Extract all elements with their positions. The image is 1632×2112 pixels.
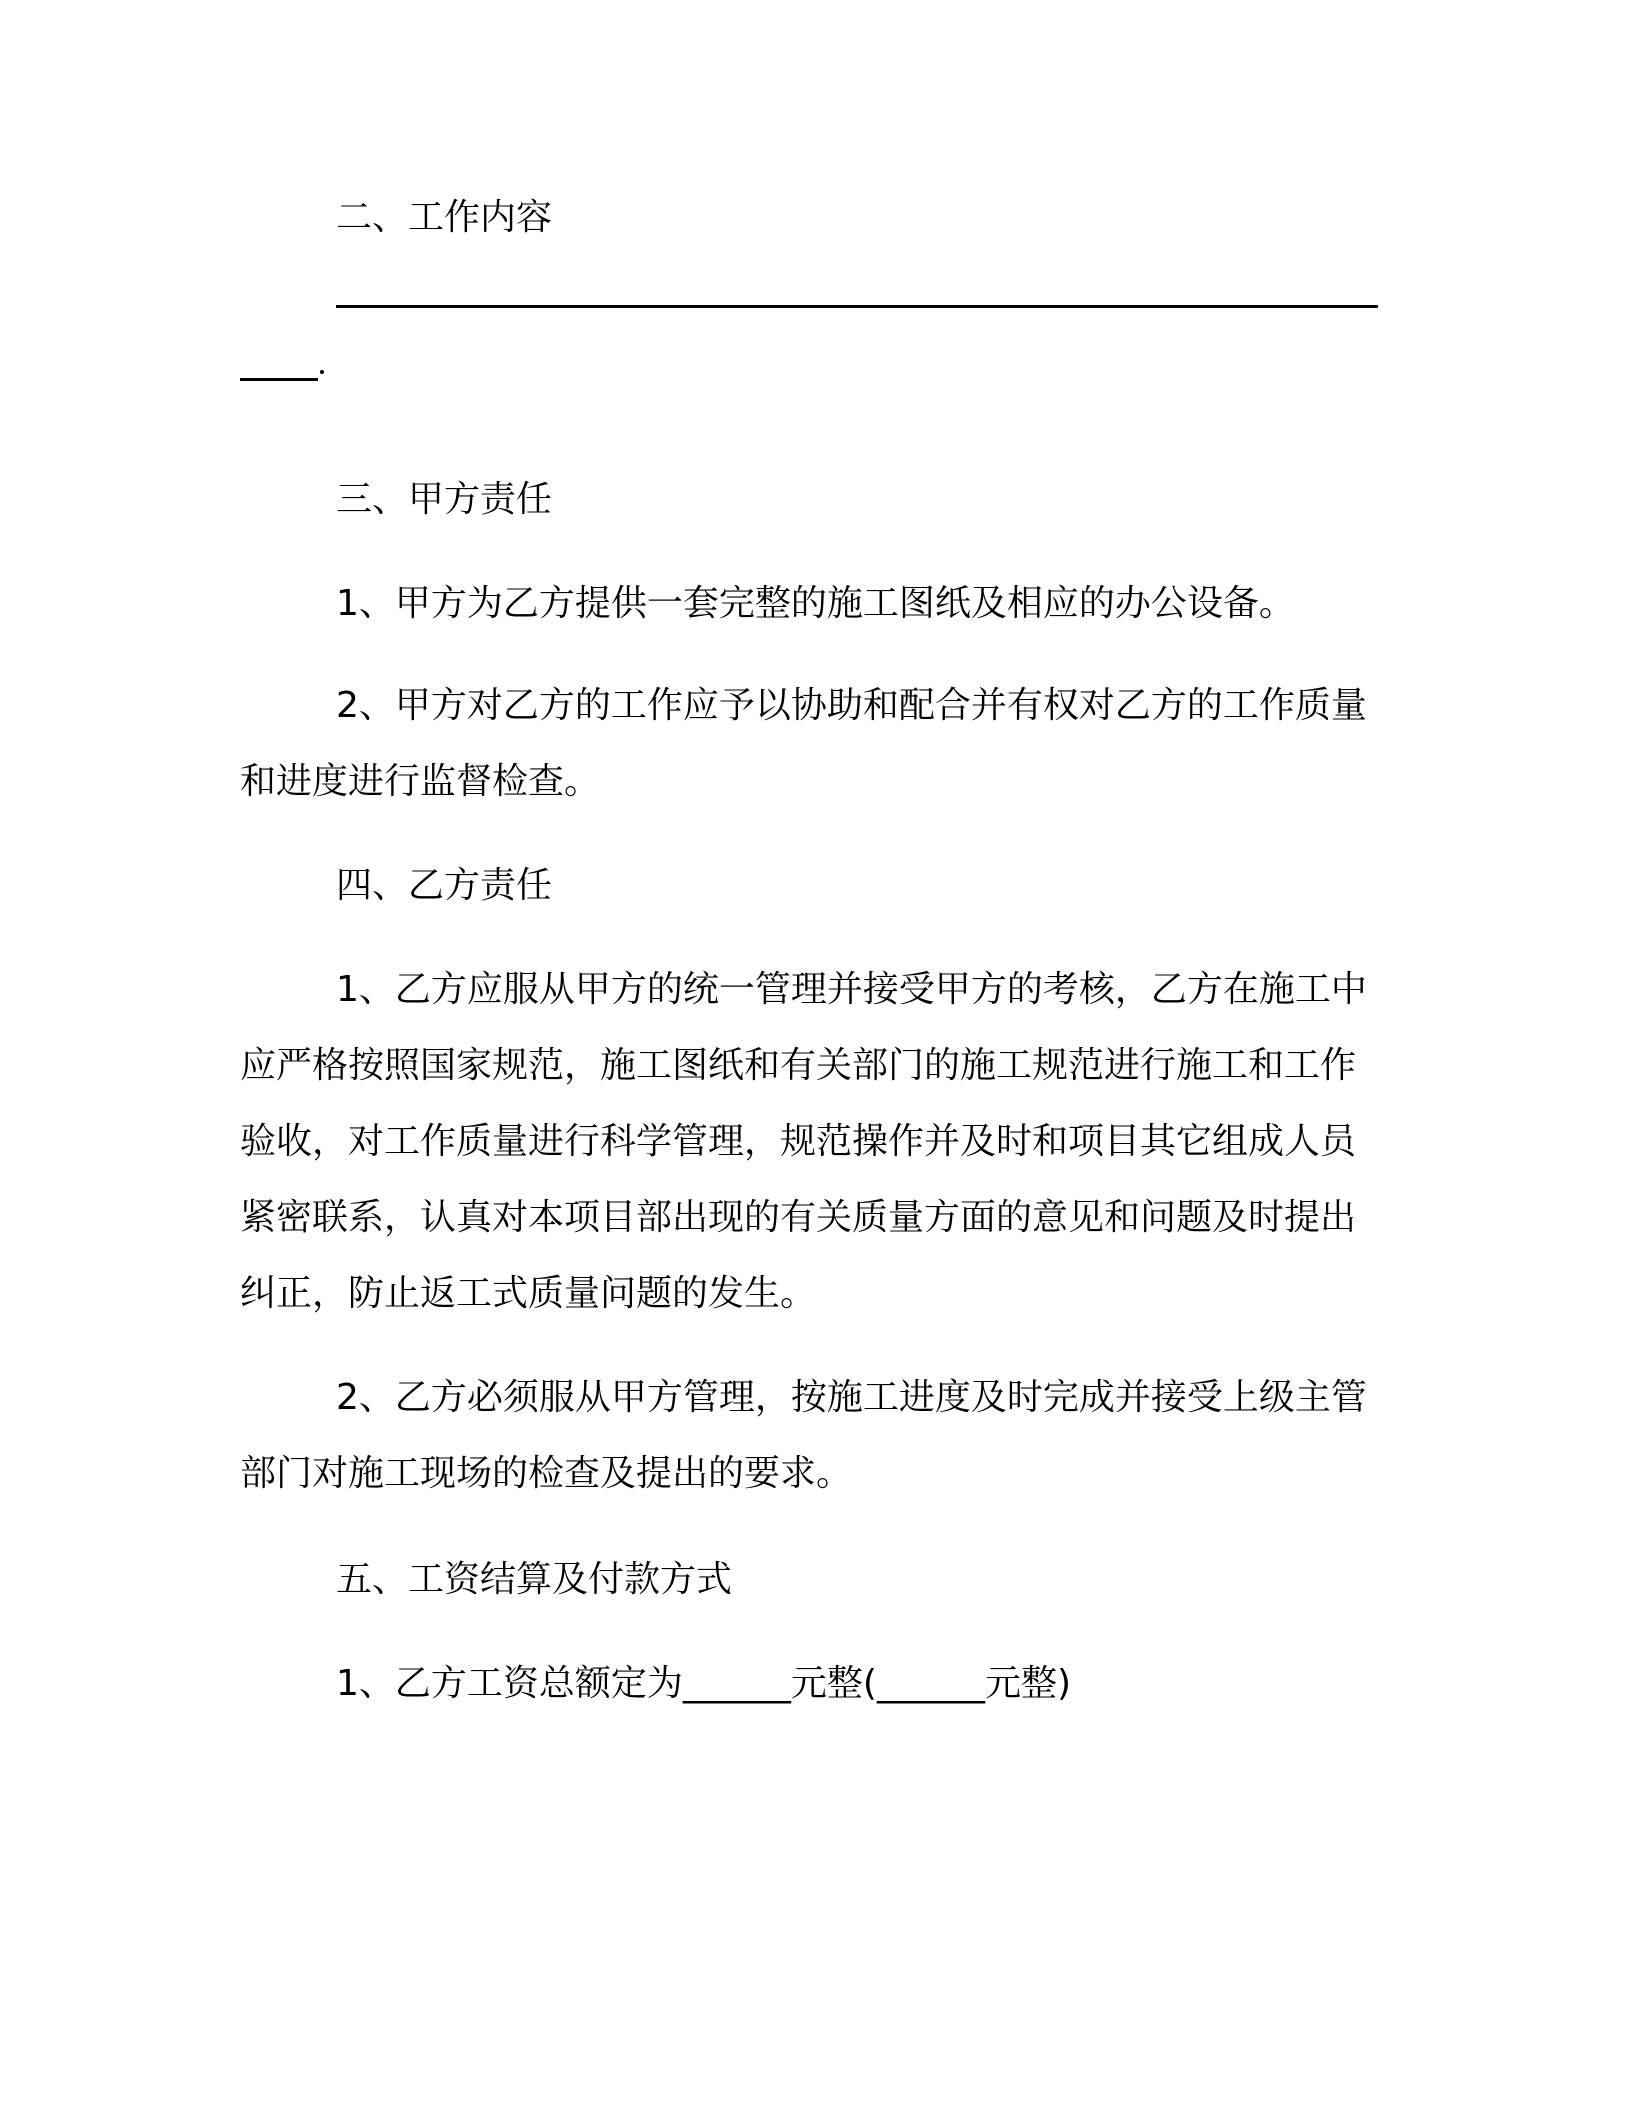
section-heading-wage-payment: 五、工资结算及付款方式 <box>336 1559 733 1600</box>
fill-in-blank-line-end <box>240 378 318 381</box>
section-heading-party-b-duties: 四、乙方责任 <box>336 865 553 906</box>
fill-in-blank-line <box>336 305 1378 308</box>
section-heading-party-a-duties: 三、甲方责任 <box>336 479 553 520</box>
period-mark <box>320 370 324 374</box>
section-heading-work-content: 二、工作内容 <box>336 197 553 238</box>
party-b-duty-1: 1、乙方应服从甲方的统一管理并接受甲方的考核，乙方在施工中应严格按照国家规范，施工图纸和有关部门的施工规范进行施工和工作验收，对工作质量进行科学管理，规范操作并及时和项目其它组成人员紧密联系，认真对本项目部出现的有关质量方面的意见和问题及时提出纠正，防止返工式质量问题的发生。 <box>240 969 1367 1314</box>
party-b-duty-2: 2、乙方必须服从甲方管理，按施工进度及时完成并接受上级主管部门对施工现场的检查及提出的要求。 <box>240 1377 1367 1494</box>
party-a-duty-2: 2、甲方对乙方的工作应予以协助和配合并有权对乙方的工作质量和进度进行监督检查。 <box>240 685 1367 802</box>
party-a-duty-1: 1、甲方为乙方提供一套完整的施工图纸及相应的办公设备。 <box>336 583 1295 624</box>
wage-total-clause: 1、乙方工资总额定为______元整(______元整) <box>336 1663 1071 1704</box>
